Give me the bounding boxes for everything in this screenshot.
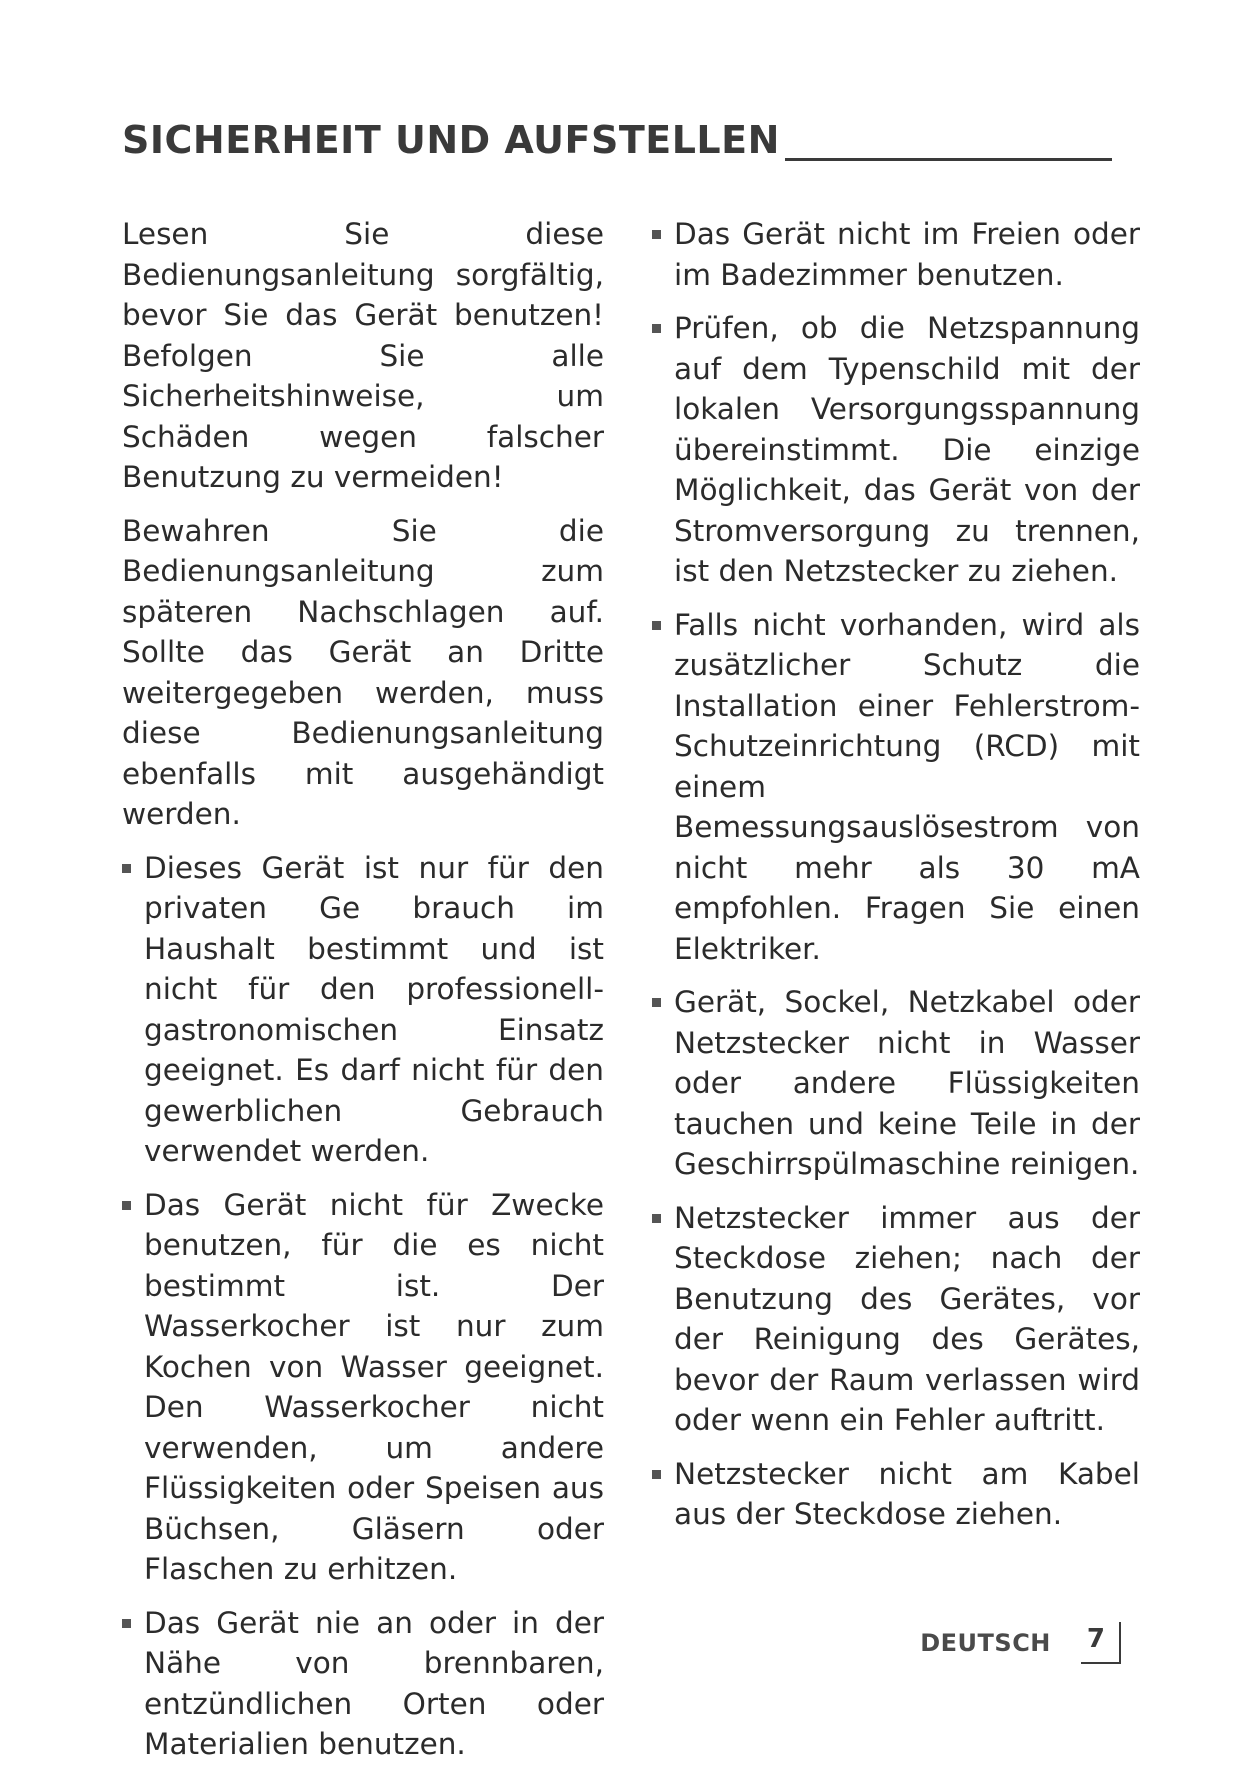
page-footer	[920, 1620, 1121, 1666]
list-item-text: Falls nicht vorhanden, wird als zusätzlicher Schutz die Installation einer Fehlerstrom-Schutzeinrichtung (RCD) mit einem Bemessungsauslösestrom von nicht mehr als 30 mA empfohlen. Fragen Sie einen Elektriker.	[674, 607, 1140, 966]
square-bullet-icon	[122, 1619, 131, 1628]
list-item	[652, 308, 1140, 592]
square-bullet-icon	[652, 998, 661, 1007]
page-header	[122, 112, 1112, 168]
storage-paragraph: Bewahren Sie die Bedienungsanleitung zum späteren Nachschlagen auf. Sollte das Gerät an Dritte weitergegeben werden, muss diese Bedienungsanleitung ebenfalls mit ausgehändigt werden.	[122, 513, 604, 831]
page-number: 7	[1081, 1622, 1121, 1664]
square-bullet-icon	[652, 230, 661, 239]
footer-language: DEUTSCH	[920, 1629, 1051, 1657]
list-item-text: Das Gerät nie an oder in der Nähe von brennbaren, entzündlichen Orten oder Materialien benutzen.	[144, 1605, 604, 1761]
list-item	[122, 1603, 604, 1765]
list-item-text: Das Gerät nicht für Zwecke benutzen, für die es nicht bestimmt ist. Der Wasserkocher ist nur zum Kochen von Wasser geeignet. Den Wasserkocher nicht verwenden, um andere Flüssigkeiten oder Speisen aus Büchsen, Gläsern oder Flaschen zu erhitzen.	[144, 1187, 604, 1586]
square-bullet-icon	[652, 1470, 661, 1479]
list-item-text: Netzstecker nicht am Kabel aus der Steckdose ziehen.	[674, 1456, 1140, 1531]
right-column	[652, 214, 1140, 1548]
list-item-text: Dieses Gerät ist nur für den privaten Ge brauch im Haushalt bestimmt und ist nicht für den professionell-gastronomischen Einsatz geeignet. Es darf nicht für den gewerblichen Gebrauch verwendet werden.	[144, 850, 604, 1168]
left-column	[122, 214, 604, 1778]
safety-list-right	[652, 214, 1140, 1535]
list-item	[122, 1185, 604, 1590]
list-item-text: Netzstecker immer aus der Steckdose ziehen; nach der Benutzung des Gerätes, vor der Reinigung des Gerätes, bevor der Raum verlassen wird oder wenn ein Fehler auftritt.	[674, 1200, 1140, 1437]
list-item	[652, 1454, 1140, 1535]
list-item	[652, 605, 1140, 970]
square-bullet-icon	[122, 864, 131, 873]
square-bullet-icon	[652, 621, 661, 630]
list-item	[652, 1198, 1140, 1441]
list-item-text: Gerät, Sockel, Netzkabel oder Netzstecker nicht in Wasser oder andere Flüssigkeiten tauchen und keine Teile in der Geschirrspülmaschine reinigen.	[674, 985, 1140, 1181]
list-item	[652, 982, 1140, 1185]
square-bullet-icon	[652, 1214, 661, 1223]
title-rule	[785, 158, 1112, 161]
list-item-text: Prüfen, ob die Netzspannung auf dem Typenschild mit der lokalen Versorgungsspannung übereinstimmt. Die einzige Möglichkeit, das Gerät von der Stromversorgung zu trennen, ist den Netzstecker zu ziehen.	[674, 311, 1140, 588]
page-title: SICHERHEIT UND AUFSTELLEN	[122, 118, 780, 162]
safety-list-left	[122, 848, 604, 1765]
square-bullet-icon	[122, 1201, 131, 1210]
intro-paragraph: Lesen Sie diese Bedienungsanleitung sorgfältig, bevor Sie das Gerät benutzen! Befolgen Sie alle Sicherheitshinweise, um Schäden wegen falscher Benutzung zu vermeiden!	[122, 217, 604, 494]
list-item-text: Das Gerät nicht im Freien oder im Badezimmer benutzen.	[674, 217, 1140, 292]
list-item	[122, 848, 604, 1172]
list-item	[652, 214, 1140, 295]
square-bullet-icon	[652, 324, 661, 333]
